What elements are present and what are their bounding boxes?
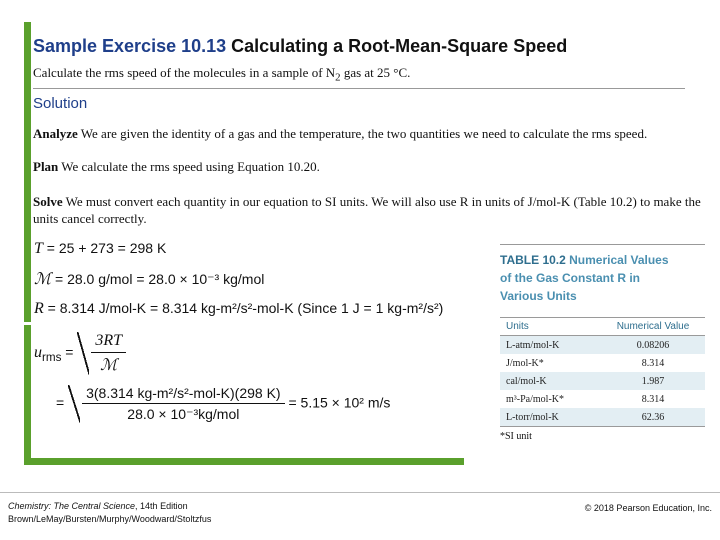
- equals-sign: =: [56, 394, 69, 411]
- row-unit: cal/mol-K: [506, 375, 547, 387]
- footer-citation: [8, 500, 211, 526]
- row-value: 0.08206: [636, 339, 670, 351]
- accent-bar-bottom: [24, 325, 31, 465]
- table-row: [500, 336, 705, 354]
- equation-rms-result: [56, 385, 390, 423]
- problem-statement: [33, 65, 410, 84]
- row-unit: L-torr/mol-K: [506, 411, 559, 423]
- equation-temperature: [34, 240, 166, 258]
- table-row: [500, 390, 705, 408]
- problem-subscript: 2: [335, 71, 341, 84]
- book-edition: , 14th Edition: [135, 501, 188, 511]
- solve-text: We must convert each quantity in our equation to SI units. We will also use R in units of J/mol-K (Table 10.2) to make the units cancel correctly.: [33, 194, 701, 226]
- row-value: 8.314: [641, 357, 665, 369]
- row-unit: J/mol-K*: [506, 357, 544, 369]
- row-unit: L-atm/mol-K: [506, 339, 560, 351]
- table-header: [500, 317, 705, 336]
- table-row: [500, 408, 705, 426]
- title-topic: Calculating a Root-Mean-Square Speed: [231, 36, 568, 56]
- symbol-R: R: [34, 300, 44, 317]
- table-footnote: *SI unit: [500, 426, 705, 442]
- table-label: TABLE 10.2: [500, 253, 566, 267]
- value-M: = 28.0 g/mol = 28.0 × 10⁻³ kg/mol: [51, 271, 265, 287]
- table-row: [500, 372, 705, 390]
- symbol-u: u: [34, 344, 42, 362]
- footer-divider: [0, 492, 720, 493]
- row-value: 8.314: [641, 393, 665, 405]
- equals-sign: =: [61, 344, 78, 361]
- problem-text: Calculate the rms speed of the molecules in a sample of N: [33, 65, 336, 80]
- fraction-numerator: 3(8.314 kg-m²/s²-mol-K)(298 K): [82, 385, 285, 404]
- fraction-denominator: 28.0 × 10⁻³kg/mol: [127, 406, 240, 422]
- table-title-line3: Various Units: [500, 289, 577, 303]
- book-title: Chemistry: The Central Science: [8, 501, 136, 511]
- solution-heading: Solution: [33, 95, 88, 112]
- problem-text-end: gas at 25 °C.: [340, 65, 411, 80]
- table-row: [500, 354, 705, 372]
- row-value: 1.987: [641, 375, 665, 387]
- equation-molar-mass: [34, 269, 264, 289]
- title-exercise-number: Sample Exercise 10.13: [33, 36, 227, 56]
- analyze-label: Analyze: [33, 126, 78, 141]
- row-value: 62.36: [641, 411, 665, 423]
- value-R: = 8.314 J/mol-K = 8.314 kg-m²/s²-mol-K (Since 1 J = 1 kg-m²/s²): [43, 300, 444, 316]
- slide-title: [33, 36, 567, 57]
- analyze-paragraph: [33, 125, 713, 142]
- plan-text: We calculate the rms speed using Equation 10.20.: [58, 159, 320, 174]
- table-title: [500, 244, 705, 305]
- accent-bar-top: [24, 22, 31, 322]
- gas-constant-table: [500, 244, 705, 442]
- square-root: [68, 385, 285, 423]
- equation-rms-formula: [34, 332, 126, 375]
- value-T: = 25 + 273 = 298 K: [42, 240, 167, 256]
- header-value: Numerical Value: [616, 321, 690, 332]
- table-body: [500, 336, 705, 426]
- analyze-text: We are given the identity of a gas and the temperature, the two quantities we need to calculate the rms speed.: [77, 126, 648, 141]
- fraction-numerator: 3RT: [91, 332, 126, 353]
- book-authors: Brown/LeMay/Bursten/Murphy/Woodward/Stoltzfus: [8, 514, 212, 524]
- solve-paragraph: [33, 193, 713, 227]
- plan-label: Plan: [33, 159, 59, 174]
- symbol-M: ℳ: [34, 271, 52, 288]
- result-value: = 5.15 × 10² m/s: [288, 394, 391, 411]
- square-root: [77, 332, 126, 375]
- divider: [33, 88, 685, 89]
- equation-gas-constant: [34, 300, 443, 318]
- fraction-denominator: ℳ: [100, 357, 118, 374]
- symbol-T: T: [34, 240, 43, 257]
- solve-label: Solve: [33, 194, 63, 209]
- accent-bar-foot: [24, 458, 464, 465]
- copyright: © 2018 Pearson Education, Inc.: [584, 503, 712, 513]
- symbol-u-subscript: rms: [42, 351, 62, 364]
- table-title-line1: Numerical Values: [569, 253, 669, 267]
- plan-paragraph: [33, 158, 713, 175]
- header-units: Units: [506, 321, 529, 332]
- row-unit: m³-Pa/mol-K*: [506, 393, 564, 405]
- fraction: [82, 385, 285, 423]
- fraction: [91, 332, 126, 375]
- table-title-line2: of the Gas Constant R in: [500, 271, 641, 285]
